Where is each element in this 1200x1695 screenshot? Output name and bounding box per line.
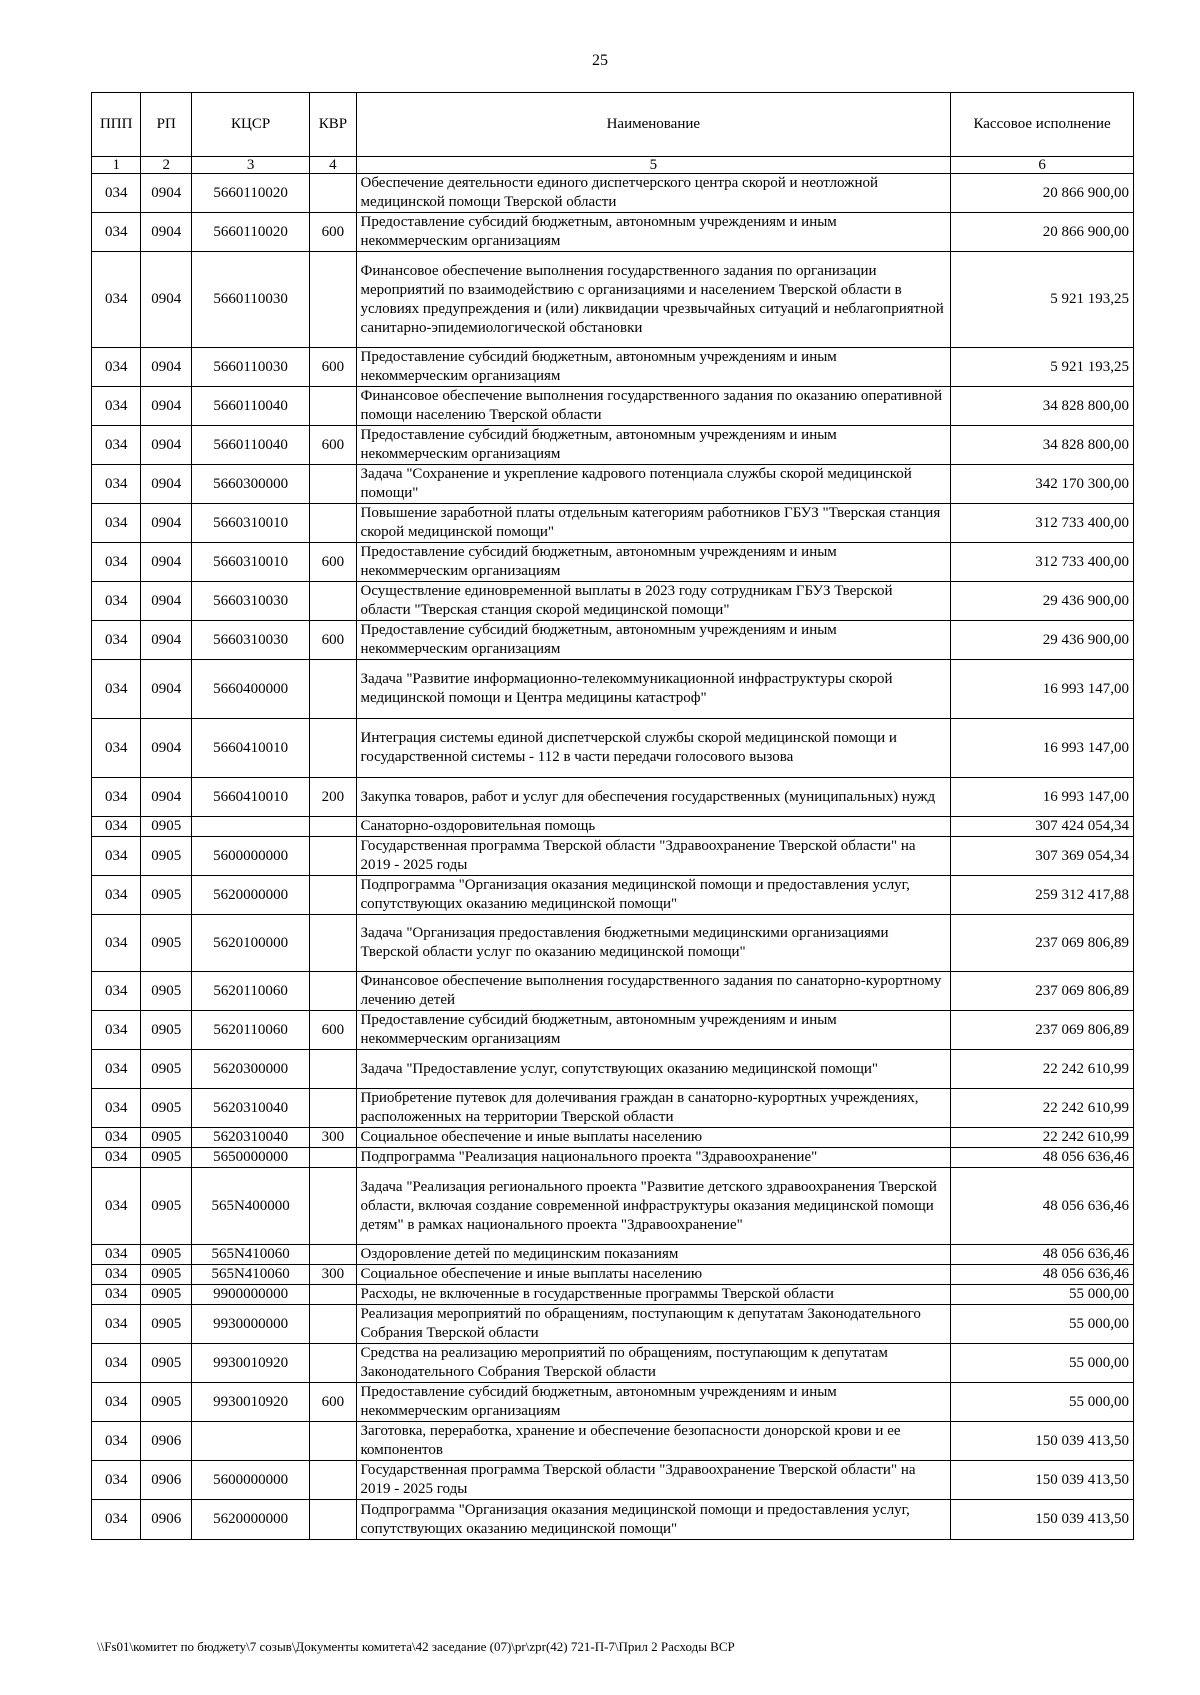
cell-rp: 0905 [141, 1383, 192, 1422]
cell-kvr: 600 [310, 1383, 356, 1422]
cell-kcsr: 5600000000 [191, 837, 309, 876]
table-row [92, 817, 1134, 837]
cell-kvr [310, 1461, 356, 1500]
cell-rp: 0905 [141, 1305, 192, 1344]
cell-kcsr: 5660110030 [191, 348, 309, 387]
table-row [92, 1148, 1134, 1168]
cell-amount: 48 056 636,46 [951, 1168, 1134, 1245]
cell-kvr: 300 [310, 1128, 356, 1148]
table-row [92, 504, 1134, 543]
cell-kvr [310, 1422, 356, 1461]
cell-rp: 0905 [141, 876, 192, 915]
cell-kvr [310, 1285, 356, 1305]
cell-amount: 307 424 054,34 [951, 817, 1134, 837]
cell-rp: 0905 [141, 1245, 192, 1265]
cell-amount: 150 039 413,50 [951, 1422, 1134, 1461]
cell-rp: 0904 [141, 252, 192, 348]
table-row [92, 1128, 1134, 1148]
cell-rp: 0905 [141, 1344, 192, 1383]
table-row [92, 1305, 1134, 1344]
cell-kcsr: 5660310030 [191, 582, 309, 621]
cell-kvr: 600 [310, 621, 356, 660]
column-number: 1 [92, 157, 141, 174]
cell-ppp: 034 [92, 778, 141, 817]
column-number: 5 [356, 157, 951, 174]
cell-ppp: 034 [92, 1128, 141, 1148]
cell-name: Предоставление субсидий бюджетным, автономным учреждениям и иным некоммерческим организациям [356, 1011, 951, 1050]
cell-name: Задача "Предоставление услуг, сопутствующих оказанию медицинской помощи" [356, 1050, 951, 1089]
cell-kvr: 600 [310, 543, 356, 582]
cell-ppp: 034 [92, 621, 141, 660]
table-row [92, 1383, 1134, 1422]
cell-ppp: 034 [92, 972, 141, 1011]
cell-ppp: 034 [92, 387, 141, 426]
table-row [92, 621, 1134, 660]
table-row [92, 778, 1134, 817]
cell-name: Предоставление субсидий бюджетным, автономным учреждениям и иным некоммерческим организациям [356, 426, 951, 465]
cell-rp: 0904 [141, 504, 192, 543]
cell-kvr [310, 252, 356, 348]
cell-rp: 0904 [141, 582, 192, 621]
cell-amount: 237 069 806,89 [951, 1011, 1134, 1050]
cell-amount: 55 000,00 [951, 1383, 1134, 1422]
cell-name: Социальное обеспечение и иные выплаты населению [356, 1265, 951, 1285]
cell-name: Подпрограмма "Реализация национального проекта "Здравоохранение" [356, 1148, 951, 1168]
header-kcsr: КЦСР [191, 93, 309, 157]
cell-name: Предоставление субсидий бюджетным, автономным учреждениям и иным некоммерческим организациям [356, 213, 951, 252]
column-number: 2 [141, 157, 192, 174]
cell-kcsr: 5620310040 [191, 1128, 309, 1148]
cell-rp: 0904 [141, 719, 192, 778]
cell-name: Финансовое обеспечение выполнения государственного задания по организации мероприятий по взаимодействию с организациями и населением Тверской области в условиях предупреждения и (или) ликвидации чрезвычайных ситуаций и неблагоприятной санитарно-эпидемиологической обстановки [356, 252, 951, 348]
cell-rp: 0904 [141, 213, 192, 252]
cell-ppp: 034 [92, 1089, 141, 1128]
cell-kcsr: 5650000000 [191, 1148, 309, 1168]
cell-name: Предоставление субсидий бюджетным, автономным учреждениям и иным некоммерческим организациям [356, 1383, 951, 1422]
cell-name: Расходы, не включенные в государственные программы Тверской области [356, 1285, 951, 1305]
cell-kvr [310, 1050, 356, 1089]
cell-ppp: 034 [92, 1383, 141, 1422]
table-row [92, 1011, 1134, 1050]
cell-rp: 0904 [141, 778, 192, 817]
cell-ppp: 034 [92, 876, 141, 915]
cell-amount: 307 369 054,34 [951, 837, 1134, 876]
cell-amount: 55 000,00 [951, 1344, 1134, 1383]
cell-kvr [310, 660, 356, 719]
cell-ppp: 034 [92, 1265, 141, 1285]
cell-amount: 55 000,00 [951, 1305, 1134, 1344]
header-rp: РП [141, 93, 192, 157]
cell-kcsr: 5620000000 [191, 1500, 309, 1540]
cell-rp: 0905 [141, 1265, 192, 1285]
cell-amount: 48 056 636,46 [951, 1245, 1134, 1265]
cell-name: Заготовка, переработка, хранение и обеспечение безопасности донорской крови и ее компонентов [356, 1422, 951, 1461]
cell-name: Осуществление единовременной выплаты в 2023 году сотрудникам ГБУЗ Тверской области "Тверская станция скорой медицинской помощи" [356, 582, 951, 621]
cell-amount: 342 170 300,00 [951, 465, 1134, 504]
table-row [92, 174, 1134, 213]
cell-name: Задача "Организация предоставления бюджетными медицинскими организациями Тверской области услуг по оказанию медицинской помощи" [356, 915, 951, 972]
cell-name: Подпрограмма "Организация оказания медицинской помощи и предоставления услуг, сопутствующих оказанию медицинской помощи" [356, 876, 951, 915]
cell-name: Закупка товаров, работ и услуг для обеспечения государственных (муниципальных) нужд [356, 778, 951, 817]
cell-kvr [310, 876, 356, 915]
cell-name: Предоставление субсидий бюджетным, автономным учреждениям и иным некоммерческим организациям [356, 543, 951, 582]
cell-amount: 20 866 900,00 [951, 174, 1134, 213]
cell-kcsr: 565N400000 [191, 1168, 309, 1245]
cell-amount: 22 242 610,99 [951, 1089, 1134, 1128]
cell-rp: 0905 [141, 1011, 192, 1050]
cell-amount: 34 828 800,00 [951, 387, 1134, 426]
cell-ppp: 034 [92, 582, 141, 621]
cell-kvr [310, 1168, 356, 1245]
cell-amount: 55 000,00 [951, 1285, 1134, 1305]
table-row [92, 837, 1134, 876]
cell-kcsr: 5620100000 [191, 915, 309, 972]
table-row [92, 1168, 1134, 1245]
cell-ppp: 034 [92, 915, 141, 972]
table-row [92, 1500, 1134, 1540]
table-row [92, 213, 1134, 252]
header-name: Наименование [356, 93, 951, 157]
cell-kcsr: 9930010920 [191, 1383, 309, 1422]
cell-kcsr: 5620000000 [191, 876, 309, 915]
header-amount: Кассовое исполнение [951, 93, 1134, 157]
cell-amount: 312 733 400,00 [951, 543, 1134, 582]
column-number: 4 [310, 157, 356, 174]
table-row [92, 465, 1134, 504]
table-row [92, 719, 1134, 778]
cell-name: Предоставление субсидий бюджетным, автономным учреждениям и иным некоммерческим организациям [356, 348, 951, 387]
cell-name: Задача "Реализация регионального проекта "Развитие детского здравоохранения Тверской области, включая создание современной инфраструктуры оказания медицинской помощи детям" в рамках национального проекта "Здравоохранение" [356, 1168, 951, 1245]
cell-amount: 150 039 413,50 [951, 1461, 1134, 1500]
table-row [92, 660, 1134, 719]
table-row [92, 1422, 1134, 1461]
cell-ppp: 034 [92, 465, 141, 504]
cell-kvr: 300 [310, 1265, 356, 1285]
table-row [92, 1245, 1134, 1265]
cell-kvr [310, 1089, 356, 1128]
cell-amount: 259 312 417,88 [951, 876, 1134, 915]
cell-kvr [310, 1500, 356, 1540]
cell-name: Средства на реализацию мероприятий по обращениям, поступающим к депутатам Законодательного Собрания Тверской области [356, 1344, 951, 1383]
cell-rp: 0906 [141, 1500, 192, 1540]
cell-kvr [310, 719, 356, 778]
cell-name: Приобретение путевок для долечивания граждан в санаторно-курортных учреждениях, расположенных на территории Тверской области [356, 1089, 951, 1128]
cell-ppp: 034 [92, 719, 141, 778]
cell-rp: 0905 [141, 972, 192, 1011]
cell-amount: 16 993 147,00 [951, 719, 1134, 778]
cell-rp: 0904 [141, 426, 192, 465]
cell-amount: 237 069 806,89 [951, 972, 1134, 1011]
cell-kcsr: 5600000000 [191, 1461, 309, 1500]
cell-ppp: 034 [92, 213, 141, 252]
cell-amount: 34 828 800,00 [951, 426, 1134, 465]
cell-amount: 22 242 610,99 [951, 1050, 1134, 1089]
cell-amount: 22 242 610,99 [951, 1128, 1134, 1148]
cell-kvr [310, 972, 356, 1011]
cell-name: Повышение заработной платы отдельным категориям работников ГБУЗ "Тверская станция скорой медицинской помощи" [356, 504, 951, 543]
cell-amount: 5 921 193,25 [951, 252, 1134, 348]
cell-rp: 0906 [141, 1422, 192, 1461]
cell-ppp: 034 [92, 174, 141, 213]
cell-ppp: 034 [92, 660, 141, 719]
cell-kcsr: 9900000000 [191, 1285, 309, 1305]
cell-ppp: 034 [92, 1011, 141, 1050]
cell-kvr [310, 915, 356, 972]
cell-rp: 0904 [141, 660, 192, 719]
cell-amount: 48 056 636,46 [951, 1265, 1134, 1285]
cell-kcsr: 9930010920 [191, 1344, 309, 1383]
cell-name: Подпрограмма "Организация оказания медицинской помощи и предоставления услуг, сопутствующих оказанию медицинской помощи" [356, 1500, 951, 1540]
cell-ppp: 034 [92, 348, 141, 387]
cell-ppp: 034 [92, 504, 141, 543]
cell-rp: 0905 [141, 1089, 192, 1128]
cell-ppp: 034 [92, 1422, 141, 1461]
header-ppp: ППП [92, 93, 141, 157]
cell-ppp: 034 [92, 543, 141, 582]
cell-ppp: 034 [92, 426, 141, 465]
cell-ppp: 034 [92, 1500, 141, 1540]
cell-kcsr: 5620300000 [191, 1050, 309, 1089]
cell-rp: 0905 [141, 1168, 192, 1245]
cell-kcsr: 9930000000 [191, 1305, 309, 1344]
cell-kvr: 600 [310, 348, 356, 387]
cell-kcsr: 5620110060 [191, 972, 309, 1011]
table-row [92, 1344, 1134, 1383]
cell-ppp: 034 [92, 837, 141, 876]
table-row [92, 348, 1134, 387]
cell-name: Финансовое обеспечение выполнения государственного задания по санаторно-курортному лечению детей [356, 972, 951, 1011]
cell-amount: 16 993 147,00 [951, 660, 1134, 719]
cell-name: Интеграция системы единой диспетчерской службы скорой медицинской помощи и государственной системы - 112 в части передачи голосового вызова [356, 719, 951, 778]
cell-rp: 0905 [141, 817, 192, 837]
cell-rp: 0904 [141, 621, 192, 660]
cell-kvr [310, 504, 356, 543]
cell-name: Обеспечение деятельности единого диспетчерского центра скорой и неотложной медицинской помощи Тверской области [356, 174, 951, 213]
cell-rp: 0905 [141, 1050, 192, 1089]
cell-kvr [310, 1344, 356, 1383]
cell-ppp: 034 [92, 1305, 141, 1344]
cell-name: Задача "Сохранение и укрепление кадрового потенциала службы скорой медицинской помощи" [356, 465, 951, 504]
table-row [92, 1089, 1134, 1128]
cell-rp: 0905 [141, 1285, 192, 1305]
table-row [92, 1050, 1134, 1089]
column-number: 3 [191, 157, 309, 174]
cell-name: Задача "Развитие информационно-телекоммуникационной инфраструктуры скорой медицинской помощи и Центра медицины катастроф" [356, 660, 951, 719]
cell-kcsr: 5660110020 [191, 213, 309, 252]
cell-kcsr: 5660110020 [191, 174, 309, 213]
cell-name: Финансовое обеспечение выполнения государственного задания по оказанию оперативной помощи населению Тверской области [356, 387, 951, 426]
cell-rp: 0905 [141, 837, 192, 876]
cell-kcsr: 5660400000 [191, 660, 309, 719]
cell-amount: 48 056 636,46 [951, 1148, 1134, 1168]
table-row [92, 543, 1134, 582]
cell-ppp: 034 [92, 1168, 141, 1245]
cell-ppp: 034 [92, 1344, 141, 1383]
table-header-row [92, 93, 1134, 157]
table-row [92, 1285, 1134, 1305]
table-row [92, 1265, 1134, 1285]
cell-kvr [310, 1305, 356, 1344]
cell-kvr [310, 837, 356, 876]
cell-kcsr: 5660310030 [191, 621, 309, 660]
cell-name: Санаторно-оздоровительная помощь [356, 817, 951, 837]
cell-kcsr: 565N410060 [191, 1265, 309, 1285]
cell-amount: 5 921 193,25 [951, 348, 1134, 387]
cell-kcsr: 5660310010 [191, 543, 309, 582]
cell-rp: 0906 [141, 1461, 192, 1500]
table-row [92, 387, 1134, 426]
cell-kvr [310, 817, 356, 837]
cell-kvr [310, 1245, 356, 1265]
cell-kvr [310, 465, 356, 504]
cell-amount: 29 436 900,00 [951, 621, 1134, 660]
table-row [92, 252, 1134, 348]
cell-rp: 0904 [141, 387, 192, 426]
column-number-row [92, 157, 1134, 174]
cell-amount: 150 039 413,50 [951, 1500, 1134, 1540]
expenditure-table [91, 92, 1134, 1540]
table-row [92, 1461, 1134, 1500]
cell-kcsr [191, 1422, 309, 1461]
cell-kcsr: 5660110040 [191, 426, 309, 465]
cell-kvr [310, 387, 356, 426]
cell-kvr: 200 [310, 778, 356, 817]
cell-kvr [310, 582, 356, 621]
cell-rp: 0905 [141, 915, 192, 972]
cell-kvr [310, 1148, 356, 1168]
cell-name: Социальное обеспечение и иные выплаты населению [356, 1128, 951, 1148]
cell-kvr: 600 [310, 426, 356, 465]
cell-kcsr: 5660110040 [191, 387, 309, 426]
cell-rp: 0905 [141, 1148, 192, 1168]
header-kvr: КВР [310, 93, 356, 157]
cell-rp: 0905 [141, 1128, 192, 1148]
cell-amount: 312 733 400,00 [951, 504, 1134, 543]
cell-name: Государственная программа Тверской области "Здравоохранение Тверской области" на 2019 - 2025 годы [356, 1461, 951, 1500]
cell-kcsr: 5660310010 [191, 504, 309, 543]
cell-name: Реализация мероприятий по обращениям, поступающим к депутатам Законодательного Собрания Тверской области [356, 1305, 951, 1344]
cell-kcsr: 5660300000 [191, 465, 309, 504]
cell-amount: 29 436 900,00 [951, 582, 1134, 621]
cell-name: Оздоровление детей по медицинским показаниям [356, 1245, 951, 1265]
cell-kcsr: 5620310040 [191, 1089, 309, 1128]
cell-ppp: 034 [92, 817, 141, 837]
cell-kcsr [191, 817, 309, 837]
cell-ppp: 034 [92, 252, 141, 348]
table-row [92, 876, 1134, 915]
cell-kcsr: 565N410060 [191, 1245, 309, 1265]
file-path-footer: \\Fs01\комитет по бюджету\7 созыв\Документы комитета\42 заседание (07)\pr\zpr(42) 721-П-7\Прил 2 Расходы ВСР [97, 1639, 735, 1654]
cell-rp: 0904 [141, 348, 192, 387]
table-row [92, 582, 1134, 621]
cell-rp: 0904 [141, 465, 192, 504]
cell-amount: 237 069 806,89 [951, 915, 1134, 972]
cell-kcsr: 5620110060 [191, 1011, 309, 1050]
cell-name: Предоставление субсидий бюджетным, автономным учреждениям и иным некоммерческим организациям [356, 621, 951, 660]
cell-ppp: 034 [92, 1050, 141, 1089]
cell-amount: 16 993 147,00 [951, 778, 1134, 817]
cell-kvr [310, 174, 356, 213]
cell-ppp: 034 [92, 1285, 141, 1305]
cell-kcsr: 5660410010 [191, 719, 309, 778]
cell-name: Государственная программа Тверской области "Здравоохранение Тверской области" на 2019 - 2025 годы [356, 837, 951, 876]
cell-kcsr: 5660110030 [191, 252, 309, 348]
cell-kvr: 600 [310, 1011, 356, 1050]
cell-ppp: 034 [92, 1245, 141, 1265]
cell-rp: 0904 [141, 174, 192, 213]
cell-rp: 0904 [141, 543, 192, 582]
cell-ppp: 034 [92, 1461, 141, 1500]
cell-kcsr: 5660410010 [191, 778, 309, 817]
table-row [92, 915, 1134, 972]
page-number: 25 [592, 52, 608, 69]
column-number: 6 [951, 157, 1134, 174]
table-row [92, 972, 1134, 1011]
cell-kvr: 600 [310, 213, 356, 252]
cell-amount: 20 866 900,00 [951, 213, 1134, 252]
cell-ppp: 034 [92, 1148, 141, 1168]
table-row [92, 426, 1134, 465]
